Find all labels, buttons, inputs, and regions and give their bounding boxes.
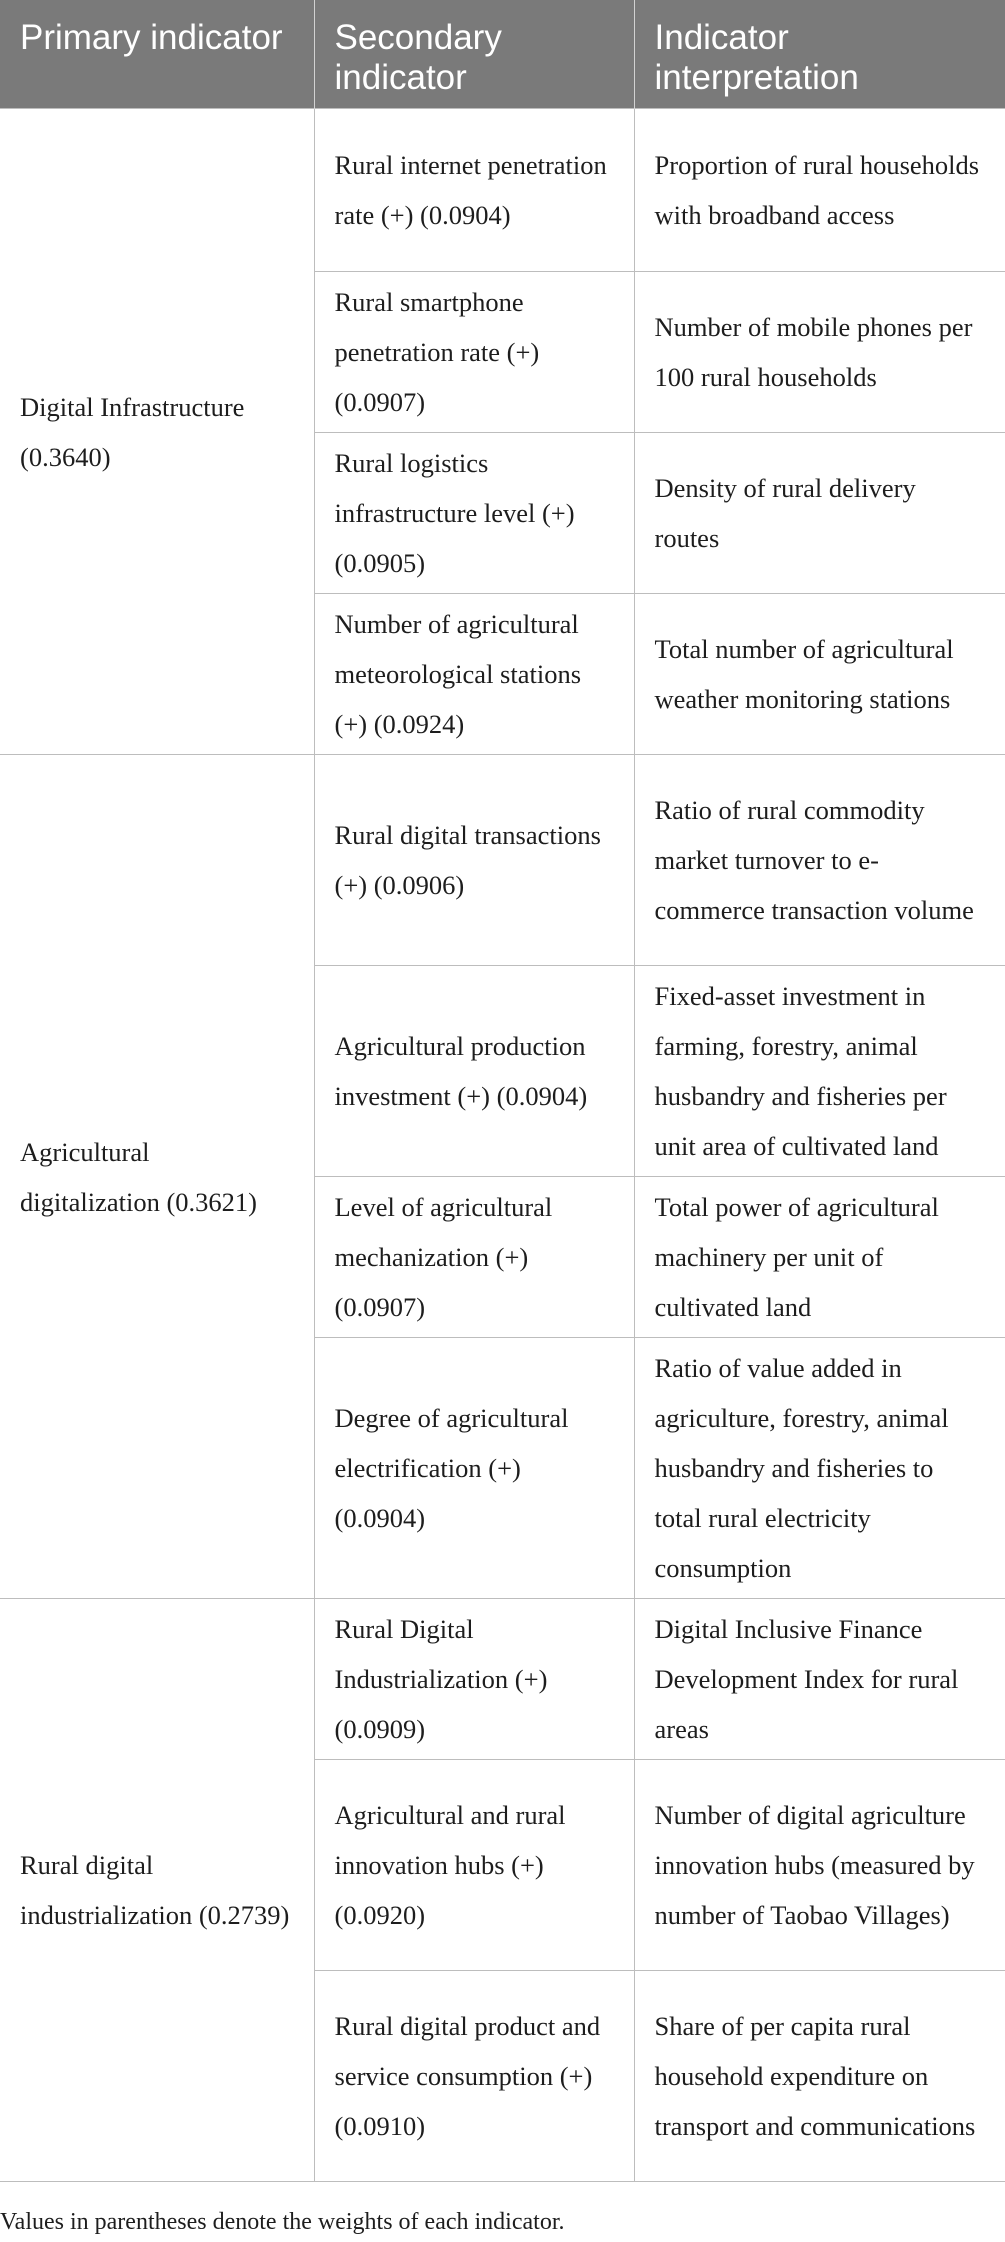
table-header — [0, 0, 1005, 109]
interpretation-cell: Number of digital agriculture innovation hubs (measured by number of Taobao Villages) — [634, 1760, 1005, 1971]
interpretation-cell: Number of mobile phones per 100 rural households — [634, 272, 1005, 433]
table-footnote: Values in parentheses denote the weights of each indicator. — [0, 2209, 565, 2235]
primary-indicator-cell: Rural digital industrialization (0.2739) — [0, 1599, 314, 2182]
interpretation-cell: Ratio of rural commodity market turnover to e-commerce transaction volume — [634, 755, 1005, 966]
interpretation-cell: Ratio of value added in agriculture, forestry, animal husbandry and fisheries to total rural electricity consumption — [634, 1338, 1005, 1599]
interpretation-cell: Digital Inclusive Finance Development Index for rural areas — [634, 1599, 1005, 1760]
secondary-indicator-cell: Number of agricultural meteorological stations (+) (0.0924) — [314, 594, 634, 755]
header-secondary-indicator: Secondary indicator — [314, 0, 634, 109]
table-row — [0, 755, 1005, 966]
secondary-indicator-cell: Rural digital transactions (+) (0.0906) — [314, 755, 634, 966]
secondary-indicator-cell: Agricultural production investment (+) (0.0904) — [314, 966, 634, 1177]
header-primary-indicator: Primary indicator — [0, 0, 314, 109]
secondary-indicator-cell: Rural digital product and service consumption (+) (0.0910) — [314, 1971, 634, 2182]
interpretation-cell: Proportion of rural households with broadband access — [634, 109, 1005, 272]
table-body — [0, 109, 1005, 2182]
header-indicator-interpretation: Indicator interpretation — [634, 0, 1005, 109]
interpretation-cell: Total number of agricultural weather monitoring stations — [634, 594, 1005, 755]
primary-indicator-cell: Agricultural digitalization (0.3621) — [0, 755, 314, 1599]
interpretation-cell: Total power of agricultural machinery per unit of cultivated land — [634, 1177, 1005, 1338]
secondary-indicator-cell: Rural logistics infrastructure level (+) (0.0905) — [314, 433, 634, 594]
secondary-indicator-cell: Rural smartphone penetration rate (+) (0.0907) — [314, 272, 634, 433]
secondary-indicator-cell: Level of agricultural mechanization (+) (0.0907) — [314, 1177, 634, 1338]
interpretation-cell: Share of per capita rural household expenditure on transport and communications — [634, 1971, 1005, 2182]
secondary-indicator-cell: Rural Digital Industrialization (+) (0.0909) — [314, 1599, 634, 1760]
secondary-indicator-cell: Agricultural and rural innovation hubs (+) (0.0920) — [314, 1760, 634, 1971]
interpretation-cell: Density of rural delivery routes — [634, 433, 1005, 594]
header-row — [0, 0, 1005, 109]
table-row — [0, 1599, 1005, 1760]
secondary-indicator-cell: Degree of agricultural electrification (+) (0.0904) — [314, 1338, 634, 1599]
primary-indicator-cell: Digital Infrastructure (0.3640) — [0, 109, 314, 755]
secondary-indicator-cell: Rural internet penetration rate (+) (0.0904) — [314, 109, 634, 272]
table-row — [0, 109, 1005, 272]
interpretation-cell: Fixed-asset investment in farming, forestry, animal husbandry and fisheries per unit area of cultivated land — [634, 966, 1005, 1177]
